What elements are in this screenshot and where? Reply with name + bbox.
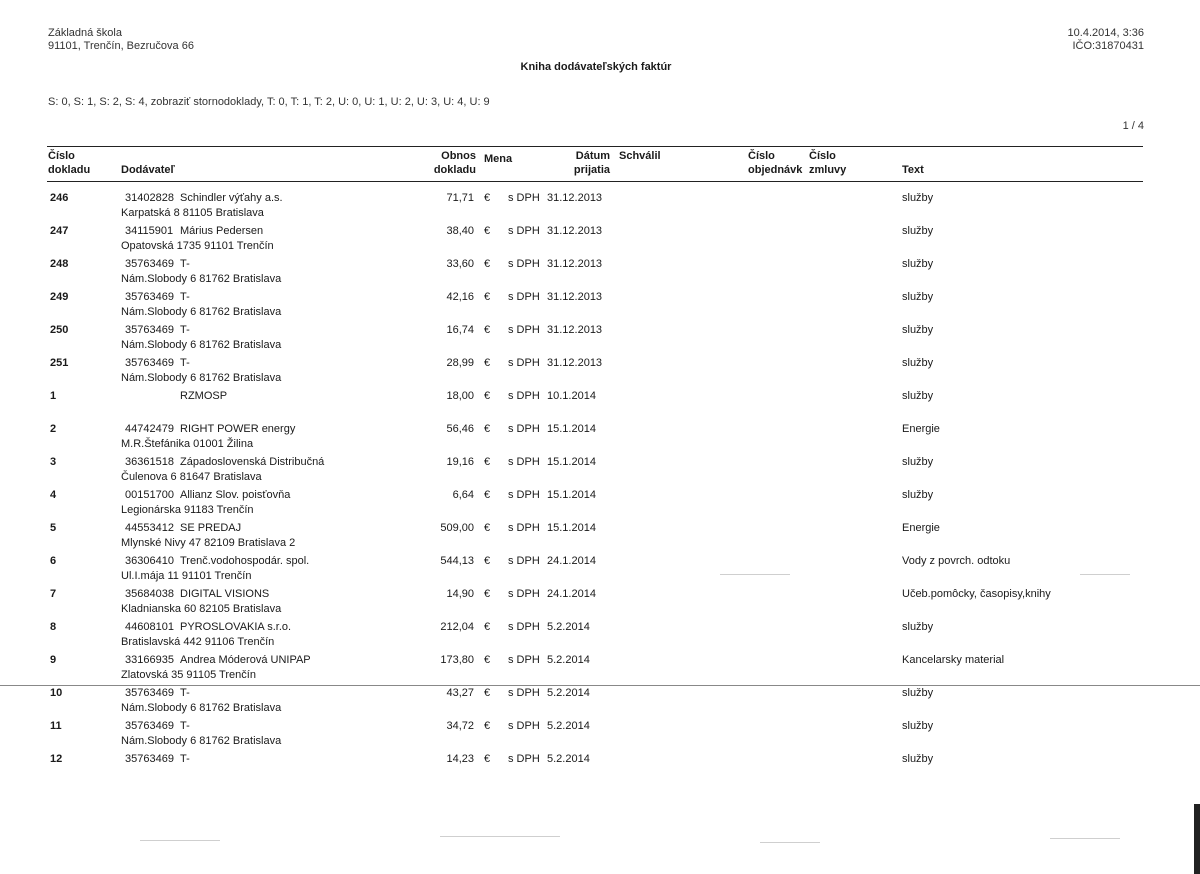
amount: 14,23 bbox=[446, 753, 474, 765]
doc-number: 247 bbox=[50, 225, 69, 237]
scan-smudge bbox=[140, 840, 220, 841]
doc-number: 10 bbox=[50, 687, 63, 699]
invoice-text: Energie bbox=[902, 522, 940, 534]
vat-flag: s DPH bbox=[508, 225, 540, 237]
table-row bbox=[0, 416, 1200, 449]
supplier-ico: 35763469 bbox=[125, 753, 174, 765]
col-header-doc-number: Číslo dokladu bbox=[48, 150, 91, 176]
supplier-ico: 33166935 bbox=[125, 654, 174, 666]
supplier-address: Nám.Slobody 6 81762 Bratislava bbox=[121, 702, 282, 714]
invoice-text: služby bbox=[902, 291, 934, 303]
invoice-text: služby bbox=[902, 225, 934, 237]
currency: € bbox=[484, 390, 491, 402]
page-number: 1 / 4 bbox=[1122, 120, 1144, 132]
amount: 14,90 bbox=[446, 588, 474, 600]
supplier-name: T- bbox=[180, 291, 190, 303]
vat-flag: s DPH bbox=[508, 423, 540, 435]
table-row bbox=[0, 218, 1200, 251]
supplier-name: T- bbox=[180, 324, 190, 336]
supplier-name: Západoslovenská Distribučná bbox=[180, 456, 325, 468]
doc-number: 248 bbox=[50, 258, 69, 270]
doc-number: 249 bbox=[50, 291, 69, 303]
invoice-text: Energie bbox=[902, 423, 940, 435]
scan-smudge bbox=[720, 574, 790, 575]
amount: 33,60 bbox=[446, 258, 474, 270]
doc-number: 8 bbox=[50, 621, 57, 633]
col-header-order-number: Číslo objednávk bbox=[748, 150, 803, 176]
amount: 34,72 bbox=[446, 720, 474, 732]
invoice-text: Kancelarsky material bbox=[902, 654, 1005, 666]
supplier-ico: 36361518 bbox=[125, 456, 174, 468]
received-date: 15.1.2014 bbox=[547, 456, 596, 468]
doc-number: 250 bbox=[50, 324, 69, 336]
col-header-supplier: Dodávateľ bbox=[121, 164, 175, 176]
supplier-name: DIGITAL VISIONS bbox=[180, 588, 270, 600]
vat-flag: s DPH bbox=[508, 720, 540, 732]
table-row bbox=[0, 449, 1200, 482]
col-header-currency: Mena bbox=[484, 153, 513, 165]
scan-smudge bbox=[1080, 574, 1130, 575]
supplier-address: Nám.Slobody 6 81762 Bratislava bbox=[121, 306, 282, 318]
received-date: 31.12.2013 bbox=[547, 258, 603, 270]
invoice-text: služby bbox=[902, 258, 934, 270]
invoice-text: služby bbox=[902, 621, 934, 633]
supplier-address: Zlatovská 35 91105 Trenčín bbox=[121, 669, 256, 681]
supplier-name: Schindler výťahy a.s. bbox=[180, 192, 283, 204]
supplier-ico: 36306410 bbox=[125, 555, 174, 567]
currency: € bbox=[484, 192, 491, 204]
received-date: 5.2.2014 bbox=[547, 687, 590, 699]
filter-criteria: S: 0, S: 1, S: 2, S: 4, zobraziť stornodoklady, T: 0, T: 1, T: 2, U: 0, U: 1, U: 2, U: 3, U: 4, U: 9 bbox=[48, 96, 490, 108]
school-address: 91101, Trenčín, Bezručova 66 bbox=[48, 40, 194, 52]
table-row bbox=[0, 383, 1200, 416]
currency: € bbox=[484, 225, 491, 237]
col-header-date: Dátum prijatia bbox=[573, 150, 610, 176]
col-header-approved: Schválil bbox=[619, 150, 661, 162]
table-row bbox=[0, 548, 1200, 581]
doc-number: 1 bbox=[50, 390, 57, 402]
supplier-name: T- bbox=[180, 357, 190, 369]
school-name: Základná škola bbox=[48, 27, 122, 39]
table-row bbox=[0, 185, 1200, 218]
amount: 71,71 bbox=[446, 192, 474, 204]
currency: € bbox=[484, 489, 491, 501]
header-top-rule bbox=[47, 146, 1143, 147]
currency: € bbox=[484, 555, 491, 567]
col-header-contract-number: Číslo zmluvy bbox=[809, 150, 847, 176]
amount: 42,16 bbox=[446, 291, 474, 303]
supplier-address: Ul.I.mája 11 91101 Trenčín bbox=[121, 570, 252, 582]
print-info bbox=[1068, 27, 1144, 53]
received-date: 31.12.2013 bbox=[547, 291, 603, 303]
scan-smudge bbox=[1050, 838, 1120, 839]
vat-flag: s DPH bbox=[508, 456, 540, 468]
table-row bbox=[0, 515, 1200, 548]
supplier-name: T- bbox=[180, 258, 190, 270]
vat-flag: s DPH bbox=[508, 555, 540, 567]
received-date: 10.1.2014 bbox=[547, 390, 596, 402]
supplier-address: M.R.Štefánika 01001 Žilina bbox=[121, 438, 254, 450]
doc-number: 3 bbox=[50, 456, 57, 468]
vat-flag: s DPH bbox=[508, 192, 540, 204]
ico-number: IČO:31870431 bbox=[1072, 40, 1144, 52]
invoice-text: služby bbox=[902, 489, 934, 501]
supplier-ico: 34115901 bbox=[125, 225, 174, 237]
scan-edge bbox=[1194, 804, 1200, 874]
supplier-name: T- bbox=[180, 687, 190, 699]
scan-line bbox=[0, 685, 1200, 686]
supplier-name: Allianz Slov. poisťovňa bbox=[180, 489, 291, 501]
supplier-ico: 44742479 bbox=[125, 423, 174, 435]
supplier-name: Trenč.vodohospodár. spol. bbox=[180, 555, 310, 567]
invoice-text: služby bbox=[902, 753, 934, 765]
doc-number: 11 bbox=[50, 720, 62, 732]
currency: € bbox=[484, 687, 491, 699]
supplier-name: Andrea Móderová UNIPAP bbox=[180, 654, 311, 666]
supplier-ico: 35763469 bbox=[125, 357, 174, 369]
doc-number: 9 bbox=[50, 654, 57, 666]
currency: € bbox=[484, 753, 491, 765]
amount: 16,74 bbox=[446, 324, 474, 336]
supplier-ico: 35684038 bbox=[125, 588, 174, 600]
supplier-address: Čulenova 6 81647 Bratislava bbox=[121, 471, 262, 483]
doc-number: 5 bbox=[50, 522, 57, 534]
table-row bbox=[0, 284, 1200, 317]
table-row bbox=[0, 482, 1200, 515]
doc-number: 7 bbox=[50, 588, 57, 600]
vat-flag: s DPH bbox=[508, 357, 540, 369]
supplier-name: T- bbox=[180, 753, 190, 765]
vat-flag: s DPH bbox=[508, 753, 540, 765]
supplier-address: Nám.Slobody 6 81762 Bratislava bbox=[121, 273, 282, 285]
received-date: 15.1.2014 bbox=[547, 423, 596, 435]
amount: 173,80 bbox=[440, 654, 474, 666]
currency: € bbox=[484, 654, 491, 666]
amount: 509,00 bbox=[440, 522, 474, 534]
supplier-address: Nám.Slobody 6 81762 Bratislava bbox=[121, 372, 282, 384]
print-datetime: 10.4.2014, 3:36 bbox=[1067, 27, 1144, 39]
header-bottom-rule bbox=[47, 181, 1143, 182]
amount: 212,04 bbox=[440, 621, 474, 633]
table-row bbox=[0, 251, 1200, 284]
invoice-text: Učeb.pomôcky, časopisy,knihy bbox=[902, 588, 1051, 600]
invoice-text: služby bbox=[902, 456, 934, 468]
amount: 43,27 bbox=[446, 687, 474, 699]
invoice-text: služby bbox=[902, 720, 934, 732]
amount: 544,13 bbox=[440, 555, 474, 567]
vat-flag: s DPH bbox=[508, 588, 540, 600]
amount: 56,46 bbox=[446, 423, 474, 435]
supplier-address: Nám.Slobody 6 81762 Bratislava bbox=[121, 735, 282, 747]
currency: € bbox=[484, 456, 491, 468]
amount: 19,16 bbox=[446, 456, 474, 468]
supplier-name: RIGHT POWER energy bbox=[180, 423, 296, 435]
vat-flag: s DPH bbox=[508, 687, 540, 699]
supplier-ico: 35763469 bbox=[125, 687, 174, 699]
received-date: 24.1.2014 bbox=[547, 588, 596, 600]
doc-number: 4 bbox=[50, 489, 57, 501]
table-row bbox=[0, 746, 1200, 779]
vat-flag: s DPH bbox=[508, 258, 540, 270]
table-row bbox=[0, 317, 1200, 350]
supplier-ico: 35763469 bbox=[125, 291, 174, 303]
currency: € bbox=[484, 258, 491, 270]
currency: € bbox=[484, 621, 491, 633]
scan-smudge bbox=[440, 836, 560, 837]
vat-flag: s DPH bbox=[508, 390, 540, 402]
invoice-text: Vody z povrch. odtoku bbox=[902, 555, 1011, 567]
supplier-address: Mlynské Nivy 47 82109 Bratislava 2 bbox=[121, 537, 296, 549]
supplier-name: Márius Pedersen bbox=[180, 225, 264, 237]
received-date: 5.2.2014 bbox=[547, 753, 590, 765]
supplier-address: Nám.Slobody 6 81762 Bratislava bbox=[121, 339, 282, 351]
invoice-text: služby bbox=[902, 687, 934, 699]
vat-flag: s DPH bbox=[508, 291, 540, 303]
currency: € bbox=[484, 423, 491, 435]
supplier-address: Legionárska 91183 Trenčín bbox=[121, 504, 254, 516]
supplier-ico: 44608101 bbox=[125, 621, 174, 633]
received-date: 5.2.2014 bbox=[547, 720, 590, 732]
vat-flag: s DPH bbox=[508, 522, 540, 534]
invoice-text: služby bbox=[902, 324, 934, 336]
received-date: 24.1.2014 bbox=[547, 555, 596, 567]
amount: 28,99 bbox=[446, 357, 474, 369]
currency: € bbox=[484, 357, 491, 369]
col-header-amount: Obnos dokladu bbox=[433, 150, 476, 176]
amount: 6,64 bbox=[452, 489, 474, 501]
vat-flag: s DPH bbox=[508, 489, 540, 501]
received-date: 31.12.2013 bbox=[547, 225, 603, 237]
currency: € bbox=[484, 588, 491, 600]
supplier-name: T- bbox=[180, 720, 190, 732]
supplier-name: RZMOSP bbox=[180, 390, 228, 402]
supplier-name: PYROSLOVAKIA s.r.o. bbox=[180, 621, 292, 633]
table-row bbox=[0, 581, 1200, 614]
supplier-name: SE PREDAJ bbox=[180, 522, 242, 534]
vat-flag: s DPH bbox=[508, 621, 540, 633]
supplier-ico: 31402828 bbox=[125, 192, 174, 204]
col-header-text: Text bbox=[902, 164, 924, 176]
currency: € bbox=[484, 720, 491, 732]
doc-number: 246 bbox=[50, 192, 69, 204]
table-row bbox=[0, 614, 1200, 647]
supplier-ico: 35763469 bbox=[125, 324, 174, 336]
received-date: 5.2.2014 bbox=[547, 621, 590, 633]
supplier-address: Bratislavská 442 91106 Trenčín bbox=[121, 636, 275, 648]
supplier-ico: 44553412 bbox=[125, 522, 174, 534]
currency: € bbox=[484, 522, 491, 534]
amount: 18,00 bbox=[446, 390, 474, 402]
currency: € bbox=[484, 291, 491, 303]
doc-number: 12 bbox=[50, 753, 63, 765]
supplier-address: Karpatská 8 81105 Bratislava bbox=[121, 207, 264, 219]
table-row bbox=[0, 647, 1200, 680]
invoice-text: služby bbox=[902, 390, 934, 402]
supplier-address: Kladnianska 60 82105 Bratislava bbox=[121, 603, 282, 615]
vat-flag: s DPH bbox=[508, 654, 540, 666]
amount: 38,40 bbox=[446, 225, 474, 237]
doc-number: 6 bbox=[50, 555, 57, 567]
scan-smudge bbox=[760, 842, 820, 843]
supplier-address: Opatovská 1735 91101 Trenčín bbox=[121, 240, 274, 252]
received-date: 31.12.2013 bbox=[547, 192, 603, 204]
received-date: 5.2.2014 bbox=[547, 654, 590, 666]
received-date: 31.12.2013 bbox=[547, 357, 603, 369]
doc-number: 251 bbox=[50, 357, 69, 369]
supplier-ico: 00151700 bbox=[125, 489, 174, 501]
received-date: 15.1.2014 bbox=[547, 522, 596, 534]
received-date: 31.12.2013 bbox=[547, 324, 603, 336]
vat-flag: s DPH bbox=[508, 324, 540, 336]
received-date: 15.1.2014 bbox=[547, 489, 596, 501]
invoice-text: služby bbox=[902, 357, 934, 369]
supplier-ico: 35763469 bbox=[125, 258, 174, 270]
table-row bbox=[0, 350, 1200, 383]
currency: € bbox=[484, 324, 491, 336]
supplier-ico: 35763469 bbox=[125, 720, 174, 732]
table-row bbox=[0, 713, 1200, 746]
invoice-text: služby bbox=[902, 192, 934, 204]
school-header bbox=[48, 27, 194, 53]
document-title: Kniha dodávateľských faktúr bbox=[520, 61, 672, 73]
doc-number: 2 bbox=[50, 423, 57, 435]
